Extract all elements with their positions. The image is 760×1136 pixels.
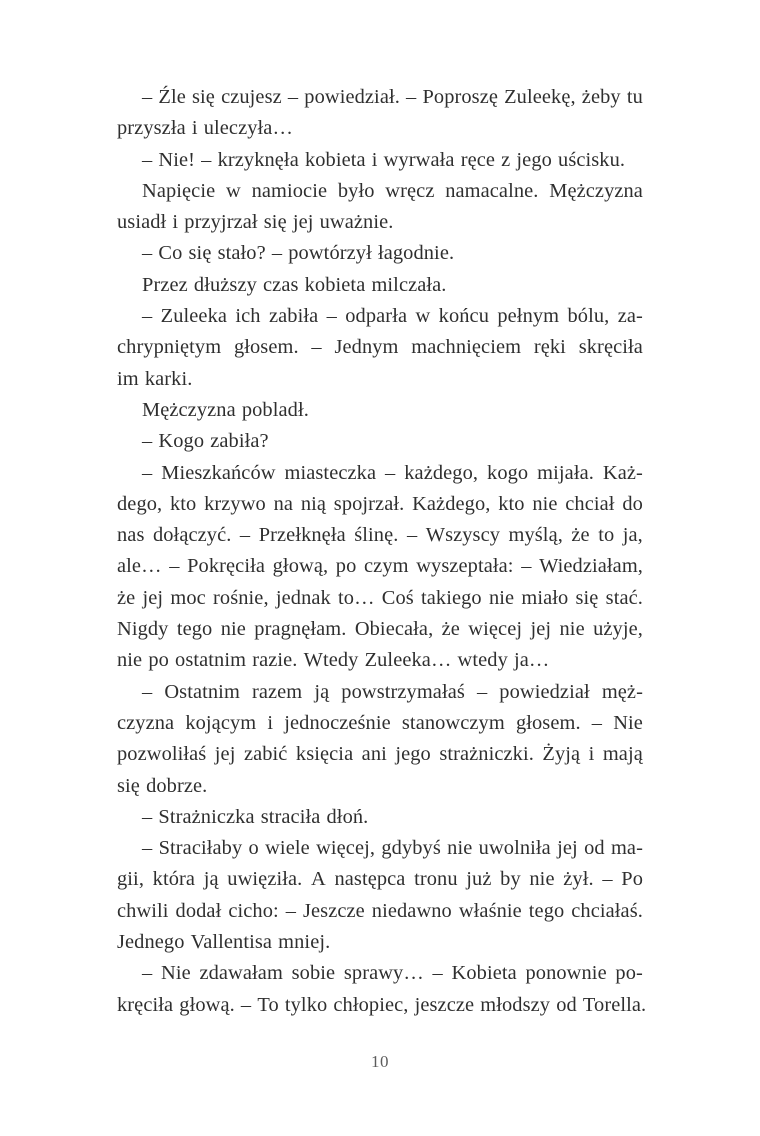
text-word: krzyknęła bbox=[217, 148, 299, 171]
text-word: mniej. bbox=[278, 931, 331, 954]
text-line bbox=[117, 207, 643, 238]
text-word: Źle bbox=[158, 86, 186, 108]
text-word: Mieszkańców bbox=[161, 461, 276, 484]
text-word: wiele bbox=[265, 837, 310, 860]
text-word: – bbox=[142, 242, 153, 265]
text-word: niedawno bbox=[371, 899, 452, 922]
text-word: – bbox=[239, 524, 251, 547]
text-word: chłopiec, bbox=[333, 993, 409, 1016]
text-word: Nie bbox=[161, 962, 191, 985]
text-word: Jednym bbox=[334, 336, 399, 359]
text-word: nie bbox=[447, 837, 473, 860]
text-word: nas bbox=[117, 524, 145, 547]
text-word: ją bbox=[203, 868, 219, 891]
text-word: wyszeptała: bbox=[416, 555, 514, 578]
text-word: powiedział. bbox=[304, 86, 400, 108]
text-word: wręcz bbox=[385, 179, 435, 202]
text-line bbox=[117, 990, 647, 1021]
text-word: głową. bbox=[179, 993, 235, 1016]
text-word: – bbox=[385, 461, 396, 484]
text-word: Po bbox=[621, 868, 643, 891]
text-word: – bbox=[201, 148, 212, 171]
text-word: razem bbox=[251, 680, 303, 703]
text-word: w bbox=[226, 179, 241, 202]
text-word: tego bbox=[528, 899, 565, 922]
text-word: – bbox=[271, 242, 283, 265]
text-word: Napięcie bbox=[142, 179, 216, 202]
text-word: Kogo bbox=[158, 430, 205, 453]
text-line bbox=[117, 551, 643, 582]
text-word: – bbox=[406, 524, 418, 547]
text-word: – bbox=[142, 430, 153, 453]
text-word: strażniczki. bbox=[439, 743, 534, 766]
text-word: żeby bbox=[581, 86, 621, 108]
text-word: To bbox=[257, 993, 279, 1016]
text-word: Jeszcze bbox=[302, 899, 365, 922]
text-line bbox=[117, 364, 643, 395]
text-word: i bbox=[371, 148, 378, 171]
text-word: gii, bbox=[117, 868, 145, 891]
text-word: Nigdy bbox=[117, 618, 169, 641]
text-word: ma- bbox=[610, 837, 643, 860]
text-word: pełnym bbox=[497, 305, 560, 328]
text-word: kręciła bbox=[117, 993, 174, 1016]
text-word: Coś bbox=[381, 586, 414, 609]
text-word: tylko bbox=[284, 993, 328, 1016]
text-line bbox=[117, 145, 643, 176]
text-word: zabiła? bbox=[210, 430, 269, 453]
text-word: spojrzał. bbox=[333, 492, 405, 515]
text-word: takiego bbox=[421, 586, 482, 609]
text-word: czujesz bbox=[221, 86, 282, 108]
text-word: – bbox=[311, 336, 322, 359]
text-word: Poproszę bbox=[422, 86, 499, 108]
text-word: to… bbox=[338, 586, 375, 609]
text-word: i bbox=[172, 211, 179, 234]
text-line bbox=[117, 489, 643, 520]
text-word: Pokręciła bbox=[187, 555, 266, 578]
text-word: miasteczka bbox=[284, 461, 377, 484]
text-word: powtórzył bbox=[288, 242, 372, 265]
text-word: mijała. bbox=[537, 461, 594, 484]
text-word: by bbox=[500, 868, 521, 891]
text-word: od bbox=[584, 837, 605, 860]
text-word: z bbox=[501, 148, 511, 171]
text-word: chciał bbox=[565, 492, 615, 515]
text-line bbox=[117, 238, 643, 269]
text-word: głosem. bbox=[515, 711, 581, 734]
text-word: jej bbox=[530, 618, 552, 641]
text-word: – bbox=[591, 711, 603, 734]
text-line bbox=[117, 458, 643, 489]
text-word: właśnie bbox=[458, 899, 522, 922]
text-word: Każ- bbox=[602, 461, 643, 484]
text-line bbox=[117, 82, 643, 113]
text-word: kobieta bbox=[304, 148, 366, 171]
text-word: księcia bbox=[295, 743, 354, 766]
text-line bbox=[117, 332, 643, 363]
text-word: – bbox=[142, 148, 153, 171]
text-word: Przełknęła bbox=[258, 524, 346, 547]
text-word: Żyją bbox=[542, 743, 581, 766]
text-word: odparła bbox=[345, 305, 408, 328]
text-word: namacalne. bbox=[445, 179, 539, 202]
text-word: jej bbox=[142, 586, 164, 609]
text-word: sobie bbox=[291, 962, 336, 985]
text-word: do bbox=[622, 492, 643, 515]
text-word: żył. bbox=[563, 868, 594, 891]
text-word: – bbox=[521, 555, 532, 578]
text-word: że bbox=[441, 618, 460, 641]
text-word: za- bbox=[617, 305, 643, 328]
text-word: dego, bbox=[117, 492, 163, 515]
text-word: uważnie. bbox=[319, 211, 394, 234]
text-word: i bbox=[191, 117, 198, 140]
text-word: ich bbox=[235, 305, 261, 328]
text-word: stało? bbox=[217, 242, 266, 265]
text-word: po bbox=[148, 649, 169, 672]
text-word: sprawy… bbox=[343, 962, 424, 985]
text-word: jeszcze bbox=[414, 993, 475, 1016]
text-word: Vallentisa bbox=[190, 931, 273, 954]
text-word: jego bbox=[395, 743, 431, 766]
text-word: głosem. bbox=[233, 336, 299, 359]
text-word: – bbox=[142, 461, 153, 484]
text-word: uścisku. bbox=[558, 148, 626, 171]
page-text-body bbox=[117, 82, 647, 1021]
text-word: – bbox=[602, 868, 613, 891]
text-word: – bbox=[142, 837, 153, 860]
text-word: chciałaś. bbox=[571, 899, 643, 922]
text-word: wtedy bbox=[457, 649, 508, 672]
text-word: – bbox=[406, 86, 417, 108]
text-word: jego bbox=[516, 148, 552, 171]
text-word: – bbox=[169, 555, 180, 578]
text-word: nie bbox=[529, 868, 555, 891]
text-line bbox=[117, 520, 643, 551]
text-word: – bbox=[142, 86, 153, 108]
text-word: Strażniczka bbox=[158, 805, 255, 828]
text-word: i bbox=[588, 743, 595, 766]
text-word: A bbox=[311, 868, 326, 891]
text-word: zabiła bbox=[268, 305, 319, 328]
text-word: czas bbox=[263, 273, 299, 296]
text-word: od bbox=[556, 993, 577, 1016]
text-word: Każdego, bbox=[412, 492, 491, 515]
text-word: ją bbox=[314, 680, 330, 703]
text-word: zdawałam bbox=[199, 962, 283, 985]
text-line bbox=[117, 614, 643, 645]
text-word: to bbox=[598, 524, 615, 547]
text-word: gdybyś bbox=[381, 837, 441, 860]
text-word: chrypniętym bbox=[117, 336, 222, 359]
text-word: straciła bbox=[260, 805, 321, 828]
text-word: uwięziła. bbox=[227, 868, 303, 891]
text-word: pragnęłam. bbox=[254, 618, 347, 641]
text-word: nie bbox=[559, 618, 585, 641]
text-word: myślą, bbox=[508, 524, 563, 547]
text-word: nie bbox=[532, 492, 558, 515]
text-line bbox=[117, 927, 643, 958]
text-word: ja… bbox=[514, 649, 550, 672]
text-word: karki. bbox=[144, 367, 193, 390]
text-word: Co bbox=[158, 242, 183, 265]
text-line bbox=[117, 708, 643, 739]
text-line bbox=[117, 739, 643, 770]
text-word: ja, bbox=[622, 524, 643, 547]
text-line bbox=[117, 833, 643, 864]
text-word: się bbox=[192, 86, 215, 108]
text-word: w bbox=[415, 305, 431, 328]
text-line bbox=[117, 176, 643, 207]
text-word: Zuleekę, bbox=[504, 86, 576, 108]
text-word: się bbox=[263, 211, 287, 234]
page-number: 10 bbox=[371, 1052, 389, 1071]
text-word: Zuleeka… bbox=[364, 649, 452, 672]
text-line bbox=[117, 864, 643, 895]
text-word: chwili bbox=[117, 899, 169, 922]
text-word: – bbox=[326, 305, 337, 328]
text-word: – bbox=[432, 962, 443, 985]
text-word: głową, bbox=[272, 555, 329, 578]
text-word: więcej bbox=[468, 618, 523, 641]
text-word: nie bbox=[488, 586, 515, 609]
text-word: bólu, bbox=[567, 305, 610, 328]
text-word: dobrze. bbox=[146, 774, 208, 797]
text-word: dłuższy bbox=[193, 273, 257, 296]
text-word: więcej, bbox=[316, 837, 376, 860]
text-word: milczała. bbox=[371, 273, 447, 296]
text-line bbox=[117, 802, 643, 833]
text-word: że bbox=[117, 586, 136, 609]
text-word: ręki bbox=[533, 336, 566, 359]
text-word: machnięciem bbox=[411, 336, 522, 359]
text-word: Nie bbox=[613, 711, 643, 734]
text-line bbox=[117, 113, 643, 144]
text-line bbox=[117, 896, 643, 927]
text-word: się bbox=[575, 586, 599, 609]
text-word: dodał bbox=[175, 899, 222, 922]
text-word: Mężczyzna bbox=[142, 398, 236, 421]
text-word: przyjrzał bbox=[184, 211, 258, 234]
text-word: ale… bbox=[117, 555, 162, 578]
text-word: Mężczyzna bbox=[549, 179, 643, 202]
text-word: jej bbox=[557, 837, 578, 860]
text-word: ręce bbox=[460, 148, 496, 171]
text-word: pobladł. bbox=[241, 398, 309, 421]
text-word: czyzna bbox=[117, 711, 175, 734]
text-line bbox=[117, 771, 643, 802]
text-word: kto bbox=[169, 492, 197, 515]
text-word: że bbox=[571, 524, 590, 547]
text-word: kto bbox=[498, 492, 525, 515]
text-word: łagodnie. bbox=[377, 242, 455, 265]
text-word: usiadł bbox=[117, 211, 167, 234]
text-line bbox=[117, 301, 643, 332]
text-word: skręciła bbox=[578, 336, 643, 359]
text-word: tego bbox=[176, 618, 213, 641]
text-word: Wtedy bbox=[303, 649, 359, 672]
text-word: każdego, bbox=[404, 461, 479, 484]
text-word: Zuleeka bbox=[160, 305, 228, 328]
text-word: stać. bbox=[605, 586, 643, 609]
text-word: rośnie, bbox=[213, 586, 269, 609]
text-word: użyje, bbox=[593, 618, 643, 641]
text-word: jednak bbox=[275, 586, 331, 609]
text-word: kojącym bbox=[185, 711, 257, 734]
text-word: razie. bbox=[252, 649, 298, 672]
text-line bbox=[117, 395, 643, 426]
text-word: uwolniła bbox=[478, 837, 551, 860]
text-word: ponownie bbox=[525, 962, 607, 985]
text-word: męż- bbox=[601, 680, 643, 703]
text-word: krzywo bbox=[204, 492, 266, 515]
text-word: cicho: bbox=[228, 899, 279, 922]
text-word: jej bbox=[292, 211, 314, 234]
text-word: po bbox=[335, 555, 357, 578]
text-word: która bbox=[152, 868, 196, 891]
text-word: – bbox=[142, 680, 153, 703]
text-word: zabić bbox=[243, 743, 288, 766]
text-word: miało bbox=[521, 586, 569, 609]
text-word: czym bbox=[364, 555, 409, 578]
text-word: Przez bbox=[142, 273, 188, 296]
text-word: namiocie bbox=[251, 179, 328, 202]
text-word: się bbox=[188, 242, 212, 265]
text-line bbox=[117, 270, 643, 301]
text-word: przyszła bbox=[117, 117, 186, 140]
text-word: stanowczym bbox=[401, 711, 505, 734]
text-word: pozwoliłaś bbox=[117, 743, 207, 766]
text-line bbox=[117, 426, 643, 457]
text-word: tu bbox=[626, 86, 643, 108]
text-word: ślinę. bbox=[354, 524, 399, 547]
text-word: i bbox=[267, 711, 274, 734]
text-word: – bbox=[285, 899, 297, 922]
text-word: nie bbox=[220, 618, 246, 641]
text-word: Ostatnim bbox=[164, 680, 240, 703]
text-word: uleczyła… bbox=[203, 117, 293, 140]
text-word: jej bbox=[214, 743, 236, 766]
text-word: młodszy bbox=[480, 993, 551, 1016]
text-word: było bbox=[337, 179, 375, 202]
text-line bbox=[117, 583, 643, 614]
text-word: Straciłaby bbox=[158, 837, 243, 860]
text-word: Obiecała, bbox=[354, 618, 434, 641]
text-word: Jednego bbox=[117, 931, 185, 954]
text-word: się bbox=[117, 774, 140, 797]
text-line bbox=[117, 645, 643, 676]
text-word: po- bbox=[615, 962, 643, 985]
text-word: na bbox=[273, 492, 294, 515]
text-word: moc bbox=[170, 586, 206, 609]
text-word: następca bbox=[334, 868, 406, 891]
text-word: dłoń. bbox=[326, 805, 369, 828]
text-word: Kobieta bbox=[451, 962, 517, 985]
text-word: ostatnim bbox=[175, 649, 247, 672]
text-word: mają bbox=[602, 743, 643, 766]
text-word: Wiedziałam, bbox=[539, 555, 643, 578]
text-word: – bbox=[142, 305, 153, 328]
text-word: – bbox=[240, 993, 252, 1016]
text-word: dołączyć. bbox=[152, 524, 232, 547]
text-word: Nie! bbox=[158, 148, 196, 171]
text-word: im bbox=[117, 367, 139, 390]
text-word: powstrzymałaś bbox=[341, 680, 465, 703]
text-word: tronu bbox=[414, 868, 458, 891]
text-word: nie bbox=[117, 649, 143, 672]
text-word: o bbox=[248, 837, 259, 860]
text-word: Torella. bbox=[582, 993, 647, 1016]
text-word: końcu bbox=[438, 305, 489, 328]
text-word: – bbox=[287, 86, 299, 108]
text-word: nią bbox=[300, 492, 327, 515]
text-word: – bbox=[142, 805, 153, 828]
text-word: kobieta bbox=[304, 273, 366, 296]
text-word: Wszyscy bbox=[425, 524, 501, 547]
text-word: wyrwała bbox=[383, 148, 455, 171]
text-line bbox=[117, 677, 643, 708]
text-word: kogo bbox=[487, 461, 529, 484]
text-word: – bbox=[476, 680, 488, 703]
text-word: ani bbox=[361, 743, 387, 766]
text-word: – bbox=[142, 962, 153, 985]
text-word: powiedział bbox=[499, 680, 590, 703]
text-word: już bbox=[466, 868, 492, 891]
text-word: jednocześnie bbox=[284, 711, 391, 734]
text-line bbox=[117, 958, 643, 989]
